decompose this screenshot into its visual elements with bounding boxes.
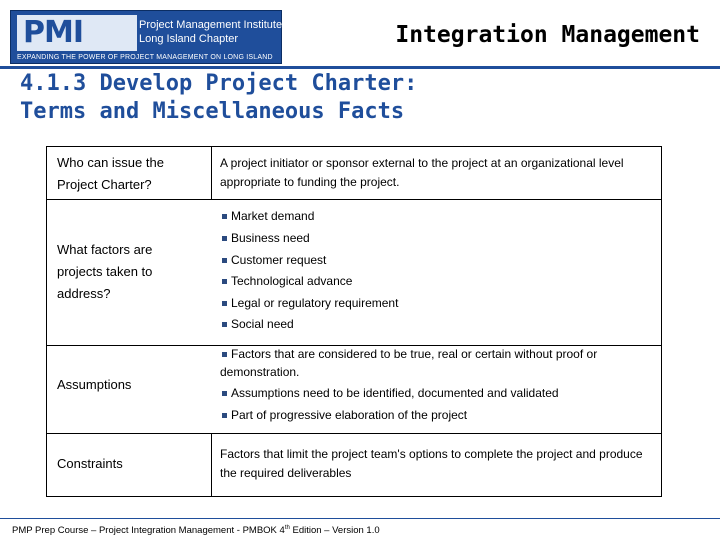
header-rule [0, 66, 720, 69]
factor-item [222, 208, 314, 225]
factor-item [222, 230, 310, 247]
logo-chapter-name: Long Island Chapter [139, 33, 239, 45]
assumption-item [222, 385, 559, 402]
constraints-text [220, 445, 660, 483]
factor-item-label: Social need [231, 317, 294, 331]
logo-tagline: EXPANDING THE POWER OF PROJECT MANAGEMENT ON LONG ISLAND [17, 54, 273, 61]
column-divider [211, 147, 212, 200]
assumption-item-label: Part of progressive elaboration of the project [231, 408, 468, 422]
factor-item-label: Market demand [231, 209, 315, 223]
assumption-item-label: Factors that are considered to be true, real or certain without proof or [231, 347, 598, 361]
issuer-label-line: Who can issue the [57, 155, 164, 170]
slide-title-line-2: Terms and Miscellaneous Facts [20, 99, 405, 124]
assumption-item [222, 346, 597, 363]
bullet-icon [222, 352, 227, 357]
factors-label-line: projects taken to [57, 264, 153, 279]
slide-title [20, 70, 417, 126]
footer-text-end: Edition – Version 1.0 [289, 525, 380, 537]
issuer-text-line: A project initiator or sponsor external to the project at an organizational level [220, 156, 624, 170]
factor-item [222, 273, 352, 290]
factor-item [222, 252, 326, 269]
factor-item-label: Legal or regulatory requirement [231, 296, 399, 310]
pmi-logo-mark [17, 15, 137, 51]
bullet-icon [222, 214, 227, 219]
footer-text [12, 525, 380, 536]
row-divider [47, 433, 661, 434]
factor-item-label: Customer request [231, 253, 327, 267]
assumption-item [222, 407, 467, 424]
footer-text-start: PMP Prep Course – Project Integration Management - PMBOK 4 [12, 525, 285, 537]
column-divider [211, 433, 212, 497]
issuer-label [57, 152, 164, 196]
pmi-logo-letters: PMI [23, 15, 84, 50]
section-header: Integration Management [395, 22, 700, 48]
bullet-icon [222, 391, 227, 396]
bullet-icon [222, 258, 227, 263]
factors-label [57, 239, 152, 305]
constraints-label: Constraints [57, 456, 123, 471]
slide-title-line-1: 4.1.3 Develop Project Charter: [20, 71, 418, 96]
facts-table [46, 146, 662, 497]
pmi-logo [10, 10, 282, 64]
assumption-item-label: Assumptions need to be identified, documented and validated [231, 386, 559, 400]
factor-item-label: Technological advance [231, 274, 353, 288]
bullet-icon [222, 279, 227, 284]
factors-label-line: address? [57, 286, 111, 301]
factor-item [222, 295, 398, 312]
constraints-text-line: the required deliverables [220, 466, 352, 480]
row-divider [47, 199, 661, 200]
bullet-icon [222, 236, 227, 241]
logo-org-name: Project Management Institute [139, 19, 283, 31]
bullet-icon [222, 322, 227, 327]
footer-superscript: th [284, 525, 290, 531]
assumption-item-continuation: demonstration. [220, 365, 300, 379]
bullet-icon [222, 413, 227, 418]
bullet-icon [222, 301, 227, 306]
issuer-text [220, 154, 660, 192]
factor-item-label: Business need [231, 231, 310, 245]
assumptions-label: Assumptions [57, 377, 132, 392]
constraints-text-line: Factors that limit the project team's options to complete the project and produce [220, 447, 643, 461]
issuer-text-line: appropriate to funding the project. [220, 175, 400, 189]
factor-item [222, 316, 294, 333]
issuer-label-line: Project Charter? [57, 177, 152, 192]
footer-rule [0, 518, 720, 519]
factors-label-line: What factors are [57, 242, 153, 257]
